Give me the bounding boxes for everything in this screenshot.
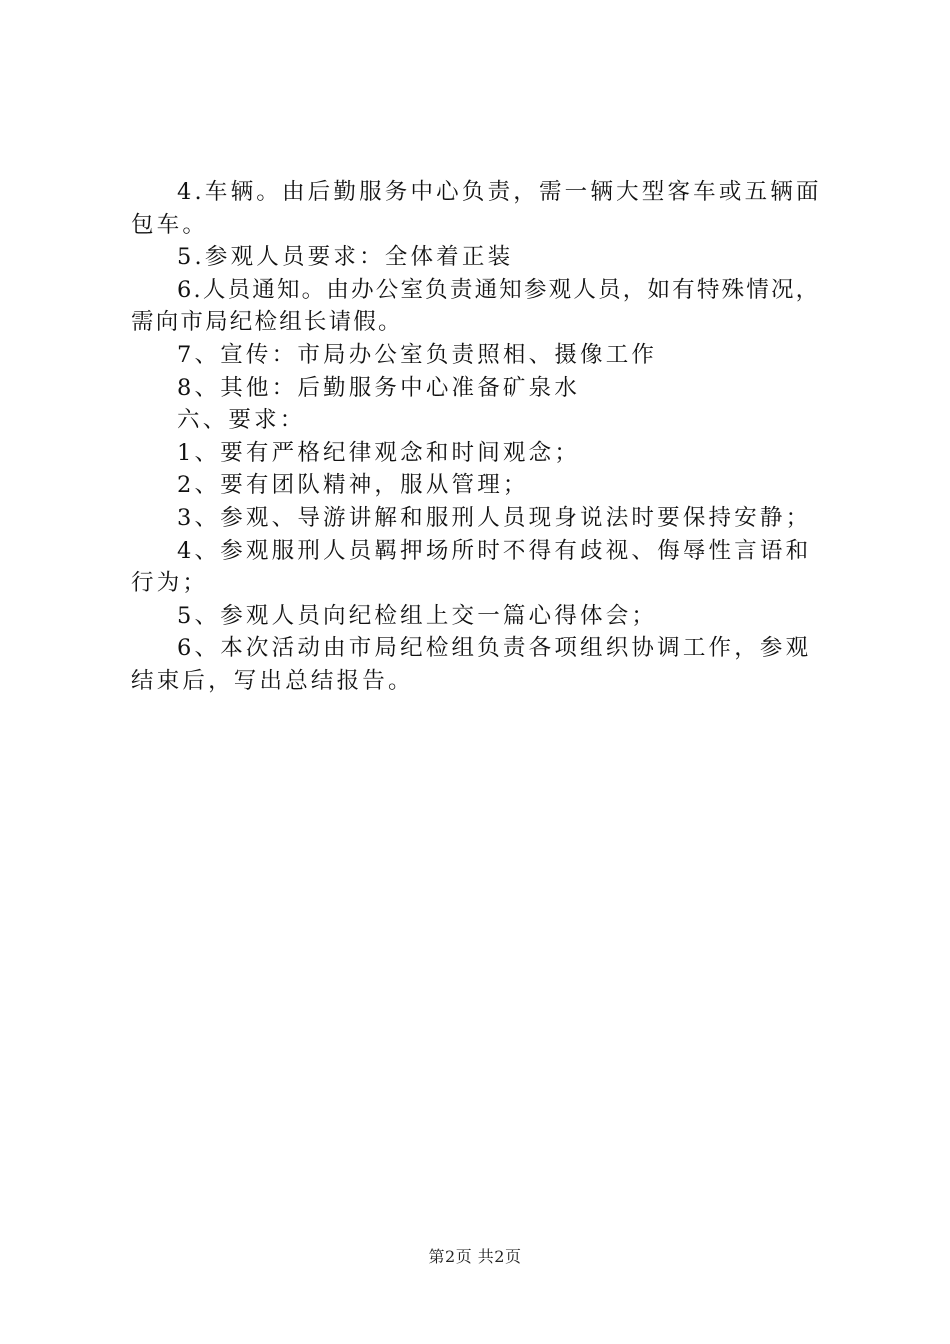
paragraph-vehicles: 4.车辆。由后勤服务中心负责，需一辆大型客车或五辆面包车。	[131, 179, 822, 238]
requirement-item: 4、参观服刑人员羁押场所时不得有歧视、侮辱性言语和行为；	[131, 537, 812, 597]
paragraph-dress-code: 5.参观人员要求：全体着正装	[177, 244, 514, 271]
requirement-item: 5、参观人员向纪检组上交一篇心得体会；	[177, 602, 658, 629]
document-body	[131, 176, 831, 698]
requirement-item: 6、本次活动由市局纪检组负责各项组织协调工作，参观结束后，写出总结报告。	[131, 635, 812, 694]
requirement-item: 3、参观、导游讲解和服刑人员现身说法时要保持安静；	[177, 504, 812, 531]
page-footer: 第2页 共2页	[428, 1247, 522, 1266]
paragraph-other: 8、其他：后勤服务中心准备矿泉水	[177, 374, 581, 401]
section-heading-requirements: 六、要求：	[177, 407, 306, 434]
paragraph-notification: 6.人员通知。由办公室负责通知参观人员，如有特殊情况，需向市局纪检组长请假。	[131, 276, 821, 336]
requirement-item: 1、要有严格纪律观念和时间观念；	[177, 439, 581, 466]
requirement-item: 2、要有团队精神，服从管理；	[177, 472, 529, 499]
paragraph-publicity: 7、宣传：市局办公室负责照相、摄像工作	[177, 341, 658, 368]
